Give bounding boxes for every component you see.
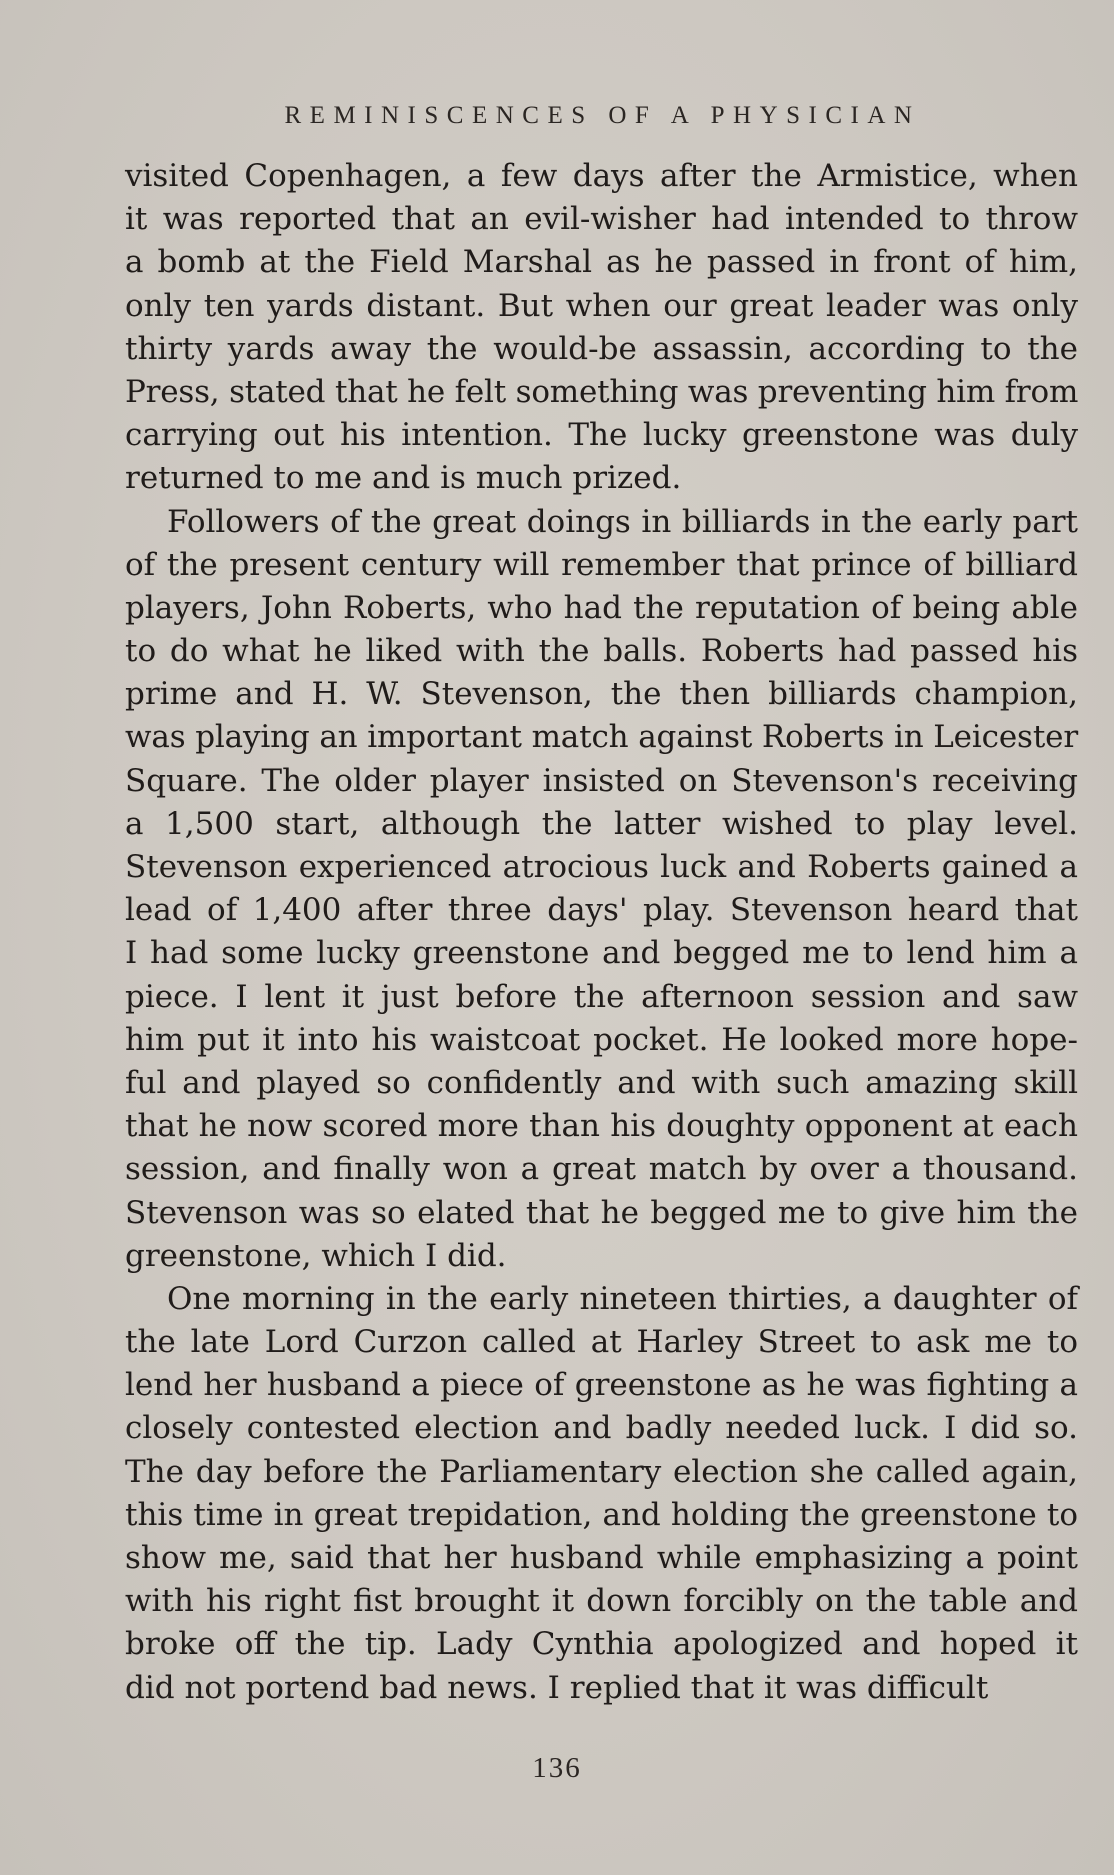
text-line: Followers of the great doings in billiards in the early part [167, 503, 1078, 540]
text-line: greenstone, which I did. [125, 1237, 507, 1274]
text-line: lead of 1,400 after three days' play. Stevenson heard that [125, 892, 1078, 929]
text-line: piece. I lent it just before the afternoon session and saw [125, 978, 1078, 1015]
text-line: Square. The older player insisted on Stevenson's receiving [125, 762, 1078, 799]
text-line: prime and H. W. Stevenson, the then billiards champion, [125, 676, 1078, 713]
text-line: thirty yards away the would-be assassin, according to the [125, 330, 1078, 367]
text-line: Stevenson experienced atrocious luck and Roberts gained a [125, 849, 1078, 885]
text-line: carrying out his intention. The lucky greenstone was duly [125, 417, 1078, 454]
paragraph [125, 1278, 1078, 1710]
text-line: did not portend bad news. I replied that it was difficult [125, 1669, 989, 1706]
body-text [125, 155, 1078, 1710]
text-line: visited Copenhagen, a few days after the Armistice, when [125, 158, 1078, 194]
text-line: lend her husband a piece of greenstone as he was fighting a [125, 1367, 1078, 1404]
text-line: him put it into his waistcoat pocket. He looked more hope- [125, 1021, 1078, 1058]
text-line: players, John Roberts, who had the reputation of being able [125, 589, 1078, 626]
text-line: closely contested election and badly needed luck. I did so. [125, 1410, 1078, 1447]
text-line: with his right fist brought it down forcibly on the table and [125, 1583, 1078, 1620]
text-line: of the present century will remember that prince of billiard [125, 546, 1078, 583]
text-line: session, and finally won a great match by over a thousand. [125, 1151, 1078, 1188]
text-line: The day before the Parliamentary election she called again, [125, 1453, 1078, 1490]
page-number: 136 [532, 1752, 582, 1784]
running-head: REMINISCENCES OF A PHYSICIAN [284, 102, 921, 129]
text-line: broke off the tip. Lady Cynthia apologized and hoped it [125, 1626, 1078, 1663]
text-line: One morning in the early nineteen thirties, a daughter of [167, 1280, 1078, 1317]
paragraph [125, 155, 1078, 501]
text-line: that he now scored more than his doughty opponent at each [125, 1108, 1078, 1145]
text-line: Press, stated that he felt something was preventing him from [125, 373, 1079, 410]
text-line: only ten yards distant. But when our great leader was only [125, 287, 1078, 324]
text-line: a bomb at the Field Marshal as he passed in front of him, [125, 244, 1078, 281]
text-line: to do what he liked with the balls. Roberts had passed his [125, 633, 1078, 670]
text-line: returned to me and is much prized. [125, 460, 682, 497]
text-line: was playing an important match against Roberts in Leicester [125, 719, 1078, 756]
text-line: it was reported that an evil-wisher had intended to throw [125, 201, 1078, 238]
text-line: I had some lucky greenstone and begged me to lend him a [125, 935, 1078, 972]
text-line: the late Lord Curzon called at Harley Street to ask me to [125, 1324, 1078, 1361]
text-line: a 1,500 start, although the latter wished to play level. [125, 805, 1078, 842]
text-line: ful and played so confidently and with such amazing skill [125, 1064, 1078, 1101]
text-line: show me, said that her husband while emphasizing a point [125, 1540, 1078, 1576]
text-line: this time in great trepidation, and holding the greenstone to [125, 1496, 1078, 1533]
text-line: Stevenson was so elated that he begged me to give him the [125, 1194, 1078, 1231]
paragraph [125, 501, 1078, 1278]
